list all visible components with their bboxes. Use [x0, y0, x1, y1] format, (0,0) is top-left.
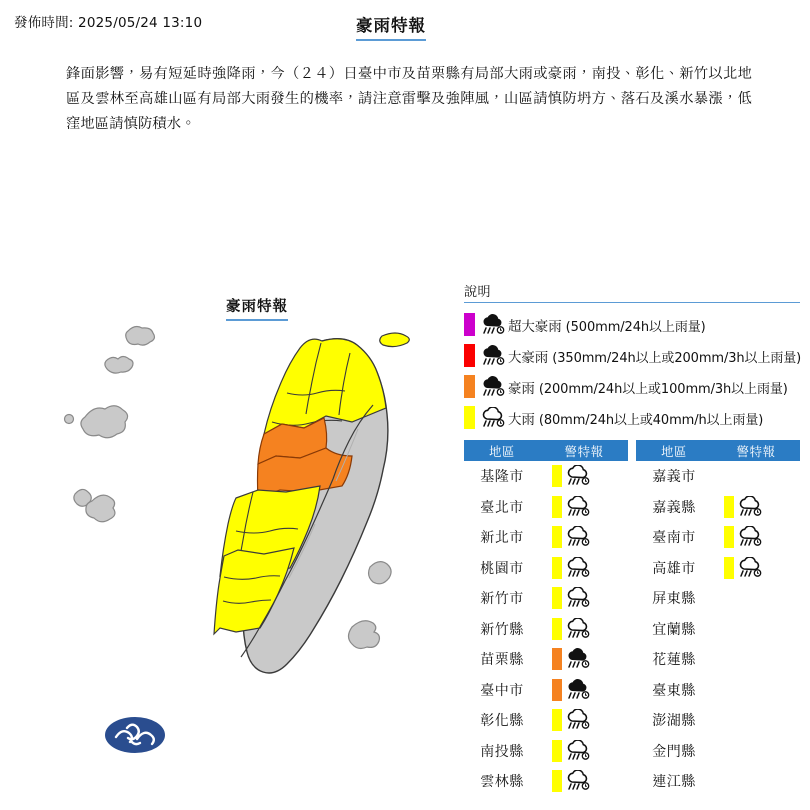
warning-color-swatch [552, 526, 562, 548]
warning-cell [540, 709, 628, 731]
warning-tables [464, 440, 800, 797]
legend-item-extreme-torrential [464, 309, 800, 340]
legend-item-torrential [464, 340, 800, 371]
dark-rain-cloud-icon [478, 376, 508, 398]
column-header-region: 地區 [488, 443, 515, 459]
table-row[interactable] [464, 583, 628, 614]
region-name: 桃園市 [480, 560, 524, 577]
column-header-region: 地區 [660, 443, 687, 459]
table-row[interactable] [464, 492, 628, 523]
legend-swatch [464, 406, 475, 429]
legend-level: 大雨 [508, 411, 535, 428]
column-header-warning: 警特報 [736, 443, 776, 459]
page-title: 豪雨特報 [356, 12, 426, 41]
legend-criteria: (80mm/24h以上或40mm/h以上雨量) [538, 412, 764, 428]
dark-rain-cloud-icon [565, 679, 591, 701]
legend-label [508, 377, 788, 397]
region-name: 臺東縣 [652, 682, 696, 699]
map-panel [40, 285, 450, 795]
region-name: 基隆市 [480, 469, 524, 486]
map-island-matsu [105, 327, 155, 374]
warning-color-swatch [552, 648, 562, 670]
table-row[interactable] [636, 614, 800, 645]
table-row[interactable] [636, 461, 800, 492]
legend-label [508, 346, 801, 366]
legend-level: 豪雨 [508, 380, 535, 397]
table-row[interactable] [464, 705, 628, 736]
table-row[interactable] [464, 614, 628, 645]
region-name: 屏東縣 [652, 591, 696, 608]
region-name: 高雄市 [652, 560, 696, 577]
warning-table-right [636, 440, 800, 797]
region-name: 宜蘭縣 [652, 621, 696, 638]
outline-rain-cloud-icon [565, 526, 591, 548]
legend-panel [464, 281, 800, 433]
issue-time: 發佈時間: 2025/05/24 13:10 [14, 15, 203, 31]
outline-rain-cloud-icon [565, 770, 591, 792]
dark-rain-cloud-icon [478, 345, 508, 367]
warning-cell [540, 557, 628, 579]
region-name: 臺北市 [480, 499, 524, 516]
region-name: 連江縣 [652, 774, 696, 791]
warning-cell [540, 648, 628, 670]
warning-table-left [464, 440, 628, 797]
legend-swatch [464, 313, 475, 336]
table-row[interactable] [636, 553, 800, 584]
warning-color-swatch [552, 740, 562, 762]
warning-color-swatch [552, 709, 562, 731]
table-row[interactable] [636, 766, 800, 797]
warning-cell [540, 496, 628, 518]
region-name: 新北市 [480, 530, 524, 547]
region-name: 花蓮縣 [652, 652, 696, 669]
region-name: 嘉義縣 [652, 499, 696, 516]
outline-rain-cloud-icon [565, 618, 591, 640]
legend-criteria: (350mm/24h以上或200mm/3h以上雨量) [552, 350, 802, 366]
warning-color-swatch [552, 465, 562, 487]
legend-label [508, 315, 706, 335]
table-header-row [636, 440, 800, 461]
table-row[interactable] [636, 492, 800, 523]
table-row[interactable] [464, 461, 628, 492]
legend-criteria: (200mm/24h以上或100mm/3h以上雨量) [538, 381, 788, 397]
outline-rain-cloud-icon [737, 496, 763, 518]
map-title: 豪雨特報 [226, 295, 288, 321]
warning-color-swatch [552, 496, 562, 518]
region-name: 澎湖縣 [652, 713, 696, 730]
outline-rain-cloud-icon [565, 557, 591, 579]
warning-cell [712, 557, 800, 579]
table-row[interactable] [636, 522, 800, 553]
region-name: 彰化縣 [480, 713, 524, 730]
map-island-lanyu [349, 621, 380, 649]
column-header-warning: 警特報 [564, 443, 604, 459]
region-name: 嘉義市 [652, 469, 696, 486]
outline-rain-cloud-icon [565, 709, 591, 731]
warning-cell [540, 618, 628, 640]
region-name: 新竹市 [480, 591, 524, 608]
warning-cell [540, 740, 628, 762]
warning-color-swatch [552, 557, 562, 579]
warning-color-swatch [552, 587, 562, 609]
map-island-pengjia [380, 333, 410, 347]
warning-color-swatch [552, 770, 562, 792]
dark-rain-cloud-icon [478, 314, 508, 336]
legend-swatch [464, 344, 475, 367]
warning-cell [712, 526, 800, 548]
warning-cell [540, 587, 628, 609]
cwa-logo [103, 713, 167, 757]
legend-heading: 說明 [464, 281, 800, 303]
outline-rain-cloud-icon [565, 587, 591, 609]
region-name: 臺中市 [480, 682, 524, 699]
warning-cell [540, 526, 628, 548]
region-name: 雲林縣 [480, 774, 524, 791]
table-row[interactable] [464, 736, 628, 767]
outline-rain-cloud-icon [737, 557, 763, 579]
warning-cell [540, 679, 628, 701]
legend-criteria: (500mm/24h以上雨量) [565, 319, 706, 335]
table-row[interactable] [464, 644, 628, 675]
region-name: 南投縣 [480, 743, 524, 760]
region-name: 新竹縣 [480, 621, 524, 638]
warning-color-swatch [724, 496, 734, 518]
outline-rain-cloud-icon [565, 496, 591, 518]
outline-rain-cloud-icon [478, 407, 508, 429]
legend-swatch [464, 375, 475, 398]
region-name: 金門縣 [652, 743, 696, 760]
warning-color-swatch [724, 557, 734, 579]
table-row[interactable] [464, 553, 628, 584]
map-island-kinmen [74, 489, 115, 521]
table-row[interactable] [464, 766, 628, 797]
dark-rain-cloud-icon [565, 648, 591, 670]
outline-rain-cloud-icon [565, 740, 591, 762]
advisory-text: 鋒面影響，易有短延時強降雨，今（２４）日臺中市及苗栗縣有局部大雨或豪雨，南投、彰化、新竹以北地區及雲林至高雄山區有局部大雨發生的機率，請注意雷擊及強陣風，山區請慎防坍方、落石及溪水暴漲，低窪地區請慎防積水。 [66, 66, 752, 132]
outline-rain-cloud-icon [565, 465, 591, 487]
legend-item-extremely-heavy [464, 371, 800, 402]
table-row[interactable] [636, 644, 800, 675]
warning-cell [540, 770, 628, 792]
region-name: 臺南市 [652, 530, 696, 547]
warning-color-swatch [552, 618, 562, 640]
taiwan-warning-map [40, 309, 450, 779]
map-island-penghu [65, 406, 128, 438]
table-row[interactable] [636, 736, 800, 767]
legend-level: 大豪雨 [508, 349, 549, 366]
legend-level: 超大豪雨 [508, 318, 562, 335]
map-island-ludao [369, 562, 392, 584]
table-header-row [464, 440, 628, 461]
table-row[interactable] [636, 583, 800, 614]
region-name: 苗栗縣 [480, 652, 524, 669]
legend-label [508, 408, 763, 428]
outline-rain-cloud-icon [737, 526, 763, 548]
warning-color-swatch [724, 526, 734, 548]
table-row[interactable] [636, 675, 800, 706]
table-row[interactable] [636, 705, 800, 736]
table-row[interactable] [464, 675, 628, 706]
warning-color-swatch [552, 679, 562, 701]
warning-cell [712, 496, 800, 518]
legend-item-heavy-rain [464, 402, 800, 433]
table-row[interactable] [464, 522, 628, 553]
warning-cell [540, 465, 628, 487]
